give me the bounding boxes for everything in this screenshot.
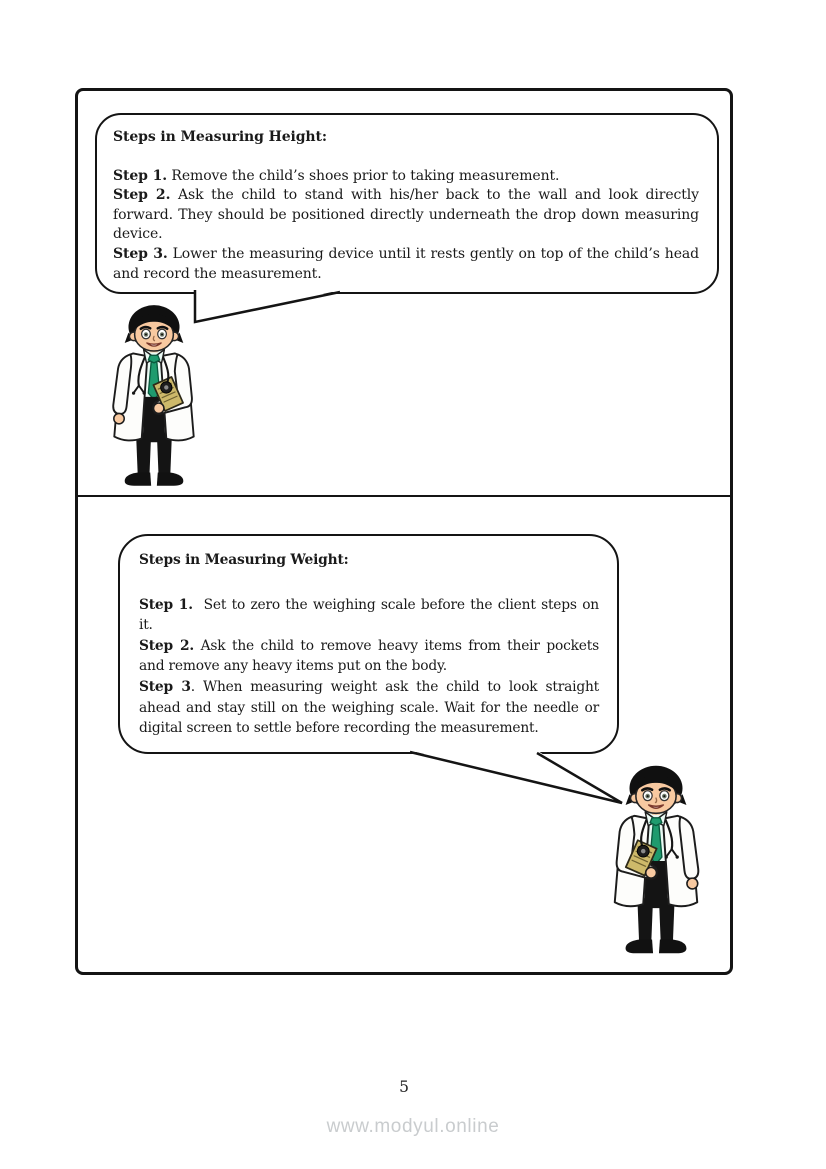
speech-bubble-weight xyxy=(118,534,619,754)
doctor-illustration-weight xyxy=(602,754,710,964)
height-step-3: Step 3. Lower the measuring device until it rests gently on top of the child’s head and record the measurement. xyxy=(113,245,699,282)
height-step-1: Step 1. Remove the child’s shoes prior to taking measurement. xyxy=(113,167,560,184)
weight-steps-title: Steps in Measuring Weight: xyxy=(139,552,349,568)
doctor-illustration-height xyxy=(102,300,206,490)
hand-left xyxy=(114,413,124,423)
speech-bubble-height xyxy=(95,113,719,294)
doctor-head xyxy=(125,305,184,352)
page-number: 5 xyxy=(399,1078,409,1096)
weight-step-1: Step 1. Set to zero the weighing scale before the client steps on it. xyxy=(139,596,599,634)
shoe-right xyxy=(157,473,183,486)
hand-right xyxy=(154,403,164,413)
watermark-text: www.modyul.online xyxy=(326,1116,500,1137)
height-step-2: Step 2. Ask the child to stand with his/her back to the wall and look directly forward. They should be positioned directly underneath the drop down measuring device. xyxy=(113,187,699,243)
shoe-left xyxy=(125,473,151,486)
height-steps-list xyxy=(113,167,699,285)
height-steps-title: Steps in Measuring Height: xyxy=(113,129,327,145)
weight-step-3: Step 3. When measuring weight ask the child to look straight ahead and stay still on the weighing scale. Wait for the needle or digital screen to settle before recording the measurement. xyxy=(139,678,599,737)
weight-steps-list xyxy=(139,595,599,739)
weight-step-2: Step 2. Ask the child to remove heavy items from their pockets and remove any heavy items put on the body. xyxy=(139,637,599,675)
section-divider xyxy=(75,495,733,497)
